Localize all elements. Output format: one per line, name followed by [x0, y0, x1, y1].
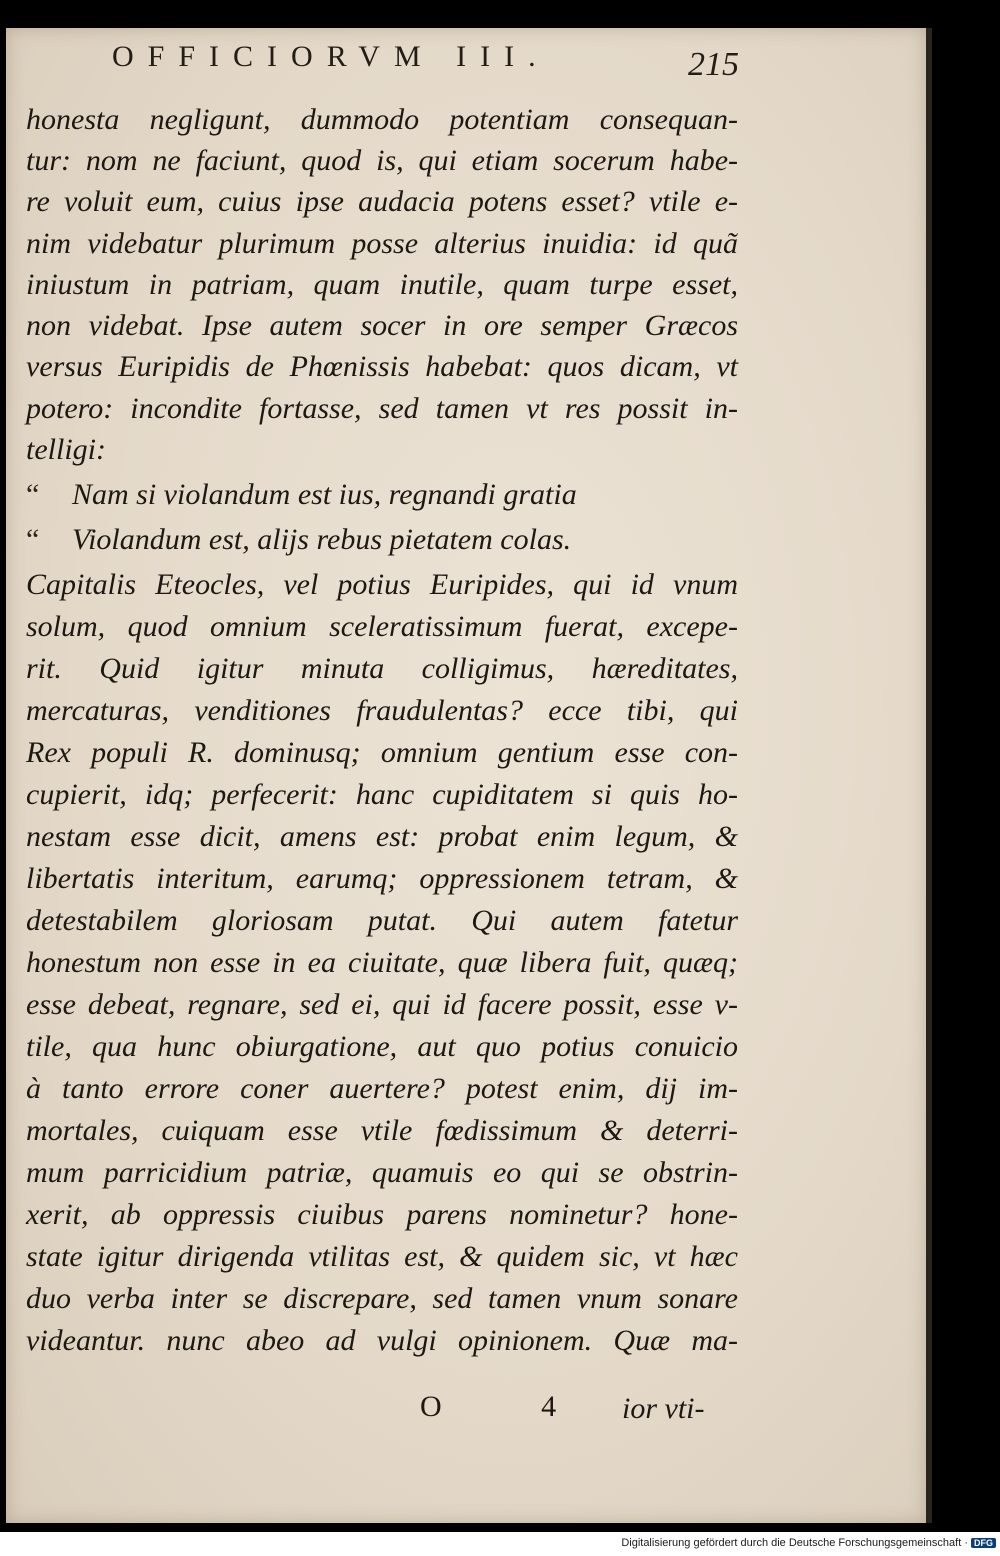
quote-text: Nam si violandum est ius, regnandi gratia [72, 478, 577, 511]
text-line: duo verba inter se discrepare, sed tamen vnum sonare [26, 1282, 738, 1315]
text-line: potero: incondite fortasse, sed tamen vt res possit in- [26, 392, 738, 425]
quote-line [26, 520, 738, 560]
text-line: xerit, ab oppressis ciuibus parens nominetur? hone- [26, 1198, 738, 1231]
text-line: cupierit, idq; perfecerit: hanc cupiditatem si quis ho- [26, 778, 738, 811]
text-line: non videbat. Ipse autem socer in ore semper Græcos [26, 309, 738, 342]
text-line: tile, qua hunc obiurgatione, aut quo potius conuicio [26, 1030, 738, 1063]
text-line: rit. Quid igitur minuta colligimus, hæreditates, [26, 652, 738, 685]
text-line: versus Euripidis de Phœnissis habebat: quos dicam, vt [26, 350, 738, 383]
dfg-logo-icon: DFG [971, 1538, 996, 1548]
text-line: libertatis interitum, earumq; oppressionem tetram, & [26, 862, 738, 895]
text-line: Capitalis Eteocles, vel potius Euripides, qui id vnum [26, 568, 738, 601]
text-line: iniustum in patriam, quam inutile, quam turpe esset, [26, 268, 738, 301]
page-edge [926, 28, 932, 1523]
credit-text: Digitalisierung gefördert durch die Deutsche Forschungsgemeinschaft · [621, 1537, 968, 1549]
text-line: detestabilem gloriosam putat. Qui autem fatetur [26, 904, 738, 937]
quote-line [26, 475, 738, 515]
quote-text: Violandum est, alijs rebus pietatem colas. [72, 523, 572, 556]
quote-mark: “ [26, 523, 40, 556]
text-line: mercaturas, venditiones fraudulentas? ecce tibi, qui [26, 694, 738, 727]
running-head: OFFICIORVM III. [112, 40, 550, 73]
text-line: nim videbatur plurimum posse alterius inuidia: id quã [26, 227, 738, 260]
text-line: à tanto errore coner auertere? potest enim, dij im- [26, 1072, 738, 1105]
catchword: ior vti- [622, 1392, 705, 1425]
text-line: tur: nom ne faciunt, quod is, qui etiam socerum habe- [26, 144, 738, 177]
text-line: mortales, cuiquam esse vtile fœdissimum & deterri- [26, 1114, 738, 1147]
text-line: esse debeat, regnare, sed ei, qui id facere possit, esse v- [26, 988, 738, 1021]
text-line: nestam esse dicit, amens est: probat enim legum, & [26, 820, 738, 853]
text-line: honesta negligunt, dummodo potentiam consequan- [26, 103, 738, 136]
text-line: videantur. nunc abeo ad vulgi opinionem. Quæ ma- [26, 1324, 738, 1357]
text-line: honestum non esse in ea ciuitate, quæ libera fuit, quæq; [26, 946, 738, 979]
text-line: telligi: [26, 433, 106, 466]
text-line: mum parricidium patriæ, quamuis eo qui se obstrin- [26, 1156, 738, 1189]
signature-mark: O 4 [420, 1390, 603, 1423]
page-number: 215 [688, 46, 739, 83]
digitization-credit [588, 1537, 996, 1549]
text-line: Rex populi R. dominusq; omnium gentium esse con- [26, 736, 738, 769]
text-line: state igitur dirigenda vtilitas est, & quidem sic, vt hæc [26, 1240, 738, 1273]
quote-mark: “ [26, 478, 40, 511]
text-line: solum, quod omnium sceleratissimum fuerat, excepe- [26, 610, 738, 643]
text-line: re voluit eum, cuius ipse audacia potens esset? vtile e- [26, 185, 738, 218]
